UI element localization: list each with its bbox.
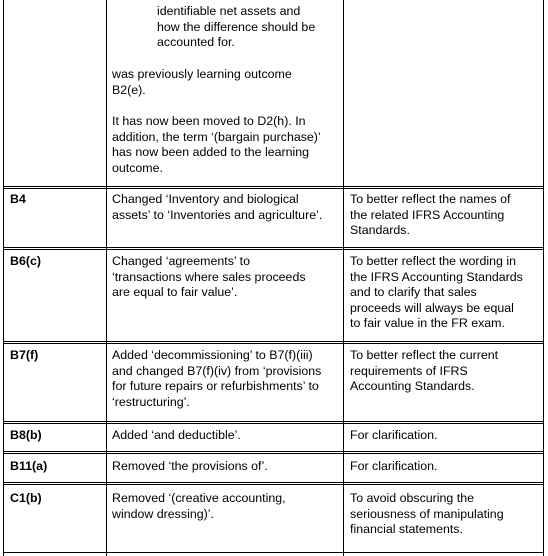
text-line: and changed B7(f)(iv) from ‘provisions (112, 363, 322, 378)
outcome-code: B8(b) (10, 428, 42, 442)
text-line: window dressing)’. (112, 506, 214, 521)
change-reason (350, 192, 540, 239)
text-line: the IFRS Accounting Standards (350, 269, 523, 284)
text-line: outcome. (112, 160, 163, 175)
text-line: To avoid obscuring the (350, 491, 474, 505)
outcome-code: C1(b) (10, 491, 42, 505)
table-border-right (543, 0, 544, 556)
row-divider (3, 423, 544, 424)
text-line: B2(e). (112, 82, 146, 97)
row-divider (3, 343, 544, 344)
text-line: proceeds will always be equal (350, 300, 514, 315)
row-divider (3, 421, 544, 422)
change-description (112, 459, 342, 475)
text-line: assets’ to ‘Inventories and agriculture’. (112, 207, 323, 222)
outcome-code: B7(f) (10, 348, 39, 362)
column-divider-code (106, 0, 107, 556)
text-line: Added ‘and deductible’. (112, 428, 241, 442)
row-divider (3, 186, 544, 187)
previous-outcome-note (112, 67, 342, 98)
row-divider (3, 247, 544, 248)
text-line: It has now been moved to D2(h). In (112, 114, 306, 128)
row-divider (3, 484, 544, 485)
outcome-code: B6(c) (10, 254, 41, 268)
change-reason (350, 459, 540, 475)
text-line: identifiable net assets and (157, 4, 301, 18)
text-line: for future repairs or refurbishments’ to (112, 379, 319, 394)
change-description (112, 428, 342, 444)
text-line: the related IFRS Accounting (350, 207, 505, 222)
row-divider (3, 552, 544, 553)
continued-outcome-text (157, 4, 342, 51)
row-divider (3, 482, 544, 483)
text-line: accounted for. (157, 35, 235, 50)
row-divider (3, 341, 544, 342)
change-description (112, 491, 342, 522)
text-line: are equal to fair value’. (112, 285, 238, 300)
text-line: Standards. (350, 223, 410, 238)
text-line: Removed ‘(creative accounting, (112, 491, 286, 505)
change-reason (350, 348, 540, 395)
text-line: was previously learning outcome (112, 67, 292, 81)
change-description (112, 192, 344, 223)
text-line: and to clarify that sales (350, 285, 477, 300)
text-line: Removed ‘the provisions of’. (112, 459, 268, 473)
text-line: Changed ‘Inventory and biological (112, 192, 299, 206)
change-reason (350, 428, 540, 444)
text-line: For clarification. (350, 428, 438, 442)
text-line: seriousness of manipulating (350, 506, 504, 521)
outcome-code: B11(a) (10, 459, 48, 473)
change-description (112, 348, 344, 410)
moved-outcome-note (112, 114, 342, 176)
change-description (112, 254, 342, 301)
text-line: To better reflect the wording in (350, 254, 516, 268)
text-line: Changed ‘agreements’ to (112, 254, 250, 268)
text-line: Accounting Standards. (350, 379, 475, 394)
text-line: To better reflect the names of (350, 192, 511, 206)
text-line: To better reflect the current (350, 348, 499, 362)
change-reason (350, 491, 540, 538)
text-line: Added ‘decommissioning’ to B7(f)(iii) (112, 348, 313, 362)
row-divider (3, 453, 544, 454)
row-divider (3, 188, 544, 189)
text-line: has now been added to the learning (112, 145, 310, 160)
text-line: financial statements. (350, 522, 463, 537)
text-line: For clarification. (350, 459, 438, 473)
table-border-left (3, 0, 4, 556)
column-divider-change (343, 0, 344, 556)
text-line: ‘transactions where sales proceeds (112, 269, 306, 284)
outcome-code: B4 (10, 192, 26, 206)
text-line: ‘restructuring’. (112, 394, 190, 409)
text-line: requirements of IFRS (350, 363, 468, 378)
row-divider (3, 249, 544, 250)
text-line: addition, the term ‘(bargain purchase)’ (112, 129, 321, 144)
text-line: to fair value in the FR exam. (350, 316, 505, 331)
row-divider (3, 451, 544, 452)
text-line: how the difference should be (157, 19, 316, 34)
change-reason (350, 254, 540, 332)
